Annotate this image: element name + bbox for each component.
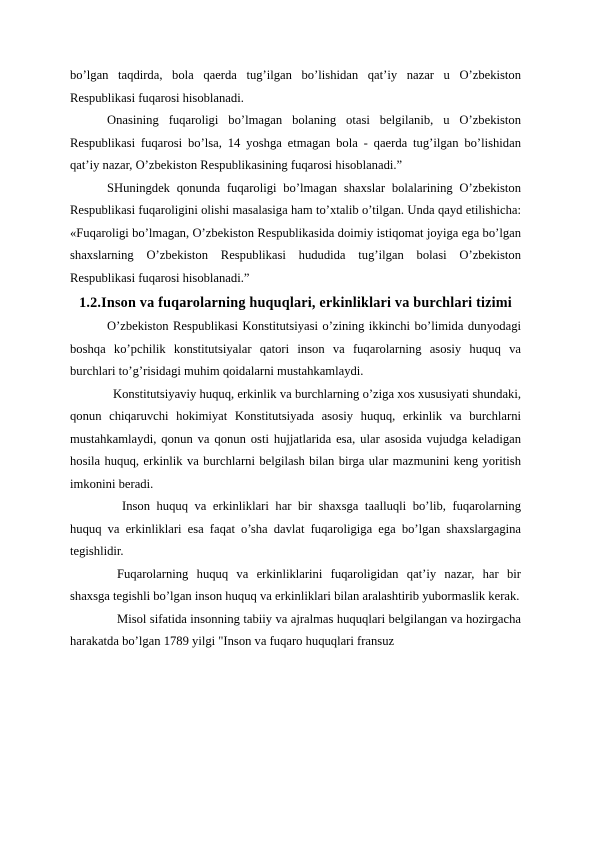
section-heading: 1.2.Inson va fuqarolarning huquqlari, erkinliklari va burchlari tizimi	[79, 295, 512, 311]
paragraph: Konstitutsiyaviy huquq, erkinlik va burchlarning o’ziga xos xususiyati shundaki, qonun chiqaruvchi hokimiyat Konstitutsiyada asosiy huquq, erkinlik va burchlarni mustahkamlaydi, qonun va qonun osti hujjatlarida esa, ular asosida vujudga keladigan hosila huquq, erkinlik va burchlarni belgilash bilan birga ular mazmunini keng yoritish imkonini beradi.	[70, 386, 521, 491]
paragraph: bo’lgan taqdirda, bola qaerda tug’ilgan bo’lishidan qat’iy nazar u O’zbekiston Respublikasi fuqarosi hisoblanadi.	[70, 68, 521, 105]
paragraph: Misol sifatida insonning tabiiy va ajralmas huquqlari belgilangan va hozirgacha harakatda bo’lgan 1789 yilgi "Inson va fuqaro huquqlari fransuz	[70, 611, 521, 648]
paragraph: Onasining fuqaroligi bo’lmagan bolaning otasi belgilanib, u O’zbekiston Respublikasi fuqarosi bo’lsa, 14 yoshga etmagan bola - qaerda tug’ilgan bo’lishidan qat’iy nazar, O’zbekiston Respublikasining fuqarosi hisoblanadi.”	[70, 113, 521, 172]
paragraph: Inson huquq va erkinliklari har bir shaxsga taalluqli bo’lib, fuqarolarning huquq va erkinliklari esa faqat o’sha davlat fuqaroligiga ega bo’lgan shaxslargagina tegishlidir.	[70, 499, 521, 558]
document-page	[70, 64, 521, 653]
paragraph: Fuqarolarning huquq va erkinliklarini fuqaroligidan qat’iy nazar, har bir shaxsga tegishli bo’lgan inson huquq va erkinliklari bilan aralashtirib yubormaslik kerak.	[70, 566, 521, 603]
paragraph: SHuningdek qonunda fuqaroligi bo’lmagan shaxslar bolalarining O’zbekiston Respublikasi fuqaroligini olishi masalasiga ham to’xtalib o’tilgan. Unda qayd etilishicha: «Fuqaroligi bo’lmagan, O’zbekiston Respublikasida doimiy istiqomat joyiga ega bo’lgan shaxslarning O’zbekiston Respublikasi hududida tug’ilgan bolasi O’zbekiston Respublikasi fuqarosi hisoblanadi.”	[70, 180, 521, 285]
paragraph: O’zbekiston Respublikasi Konstitutsiyasi o’zining ikkinchi bo’limida dunyodagi boshqa ko’pchilik konstitutsiyalar qatori inson va fuqarolarning asosiy huquq va burchlari to’g’risidagi muhim qoidalarni mustahkamlaydi.	[70, 319, 521, 378]
